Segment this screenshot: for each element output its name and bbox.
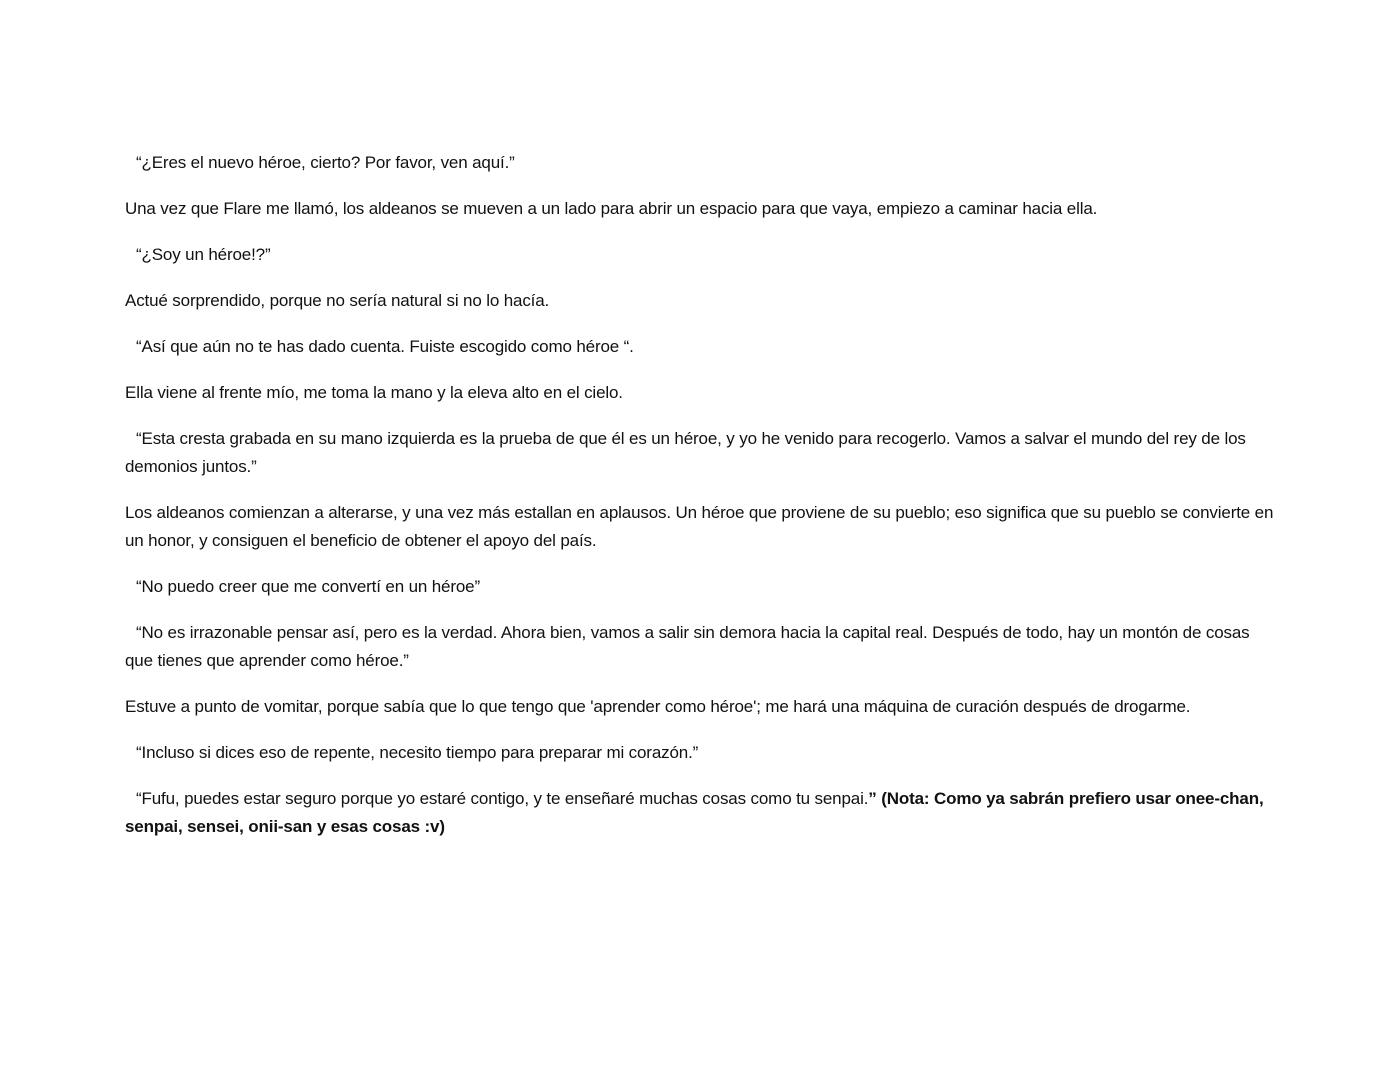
translator-note: ” (Nota: Como ya sabrán prefiero usar onee-chan, senpai, sensei, onii-san y esas cosas :v)	[125, 789, 1264, 836]
paragraph-dialogue: “Así que aún no te has dado cuenta. Fuiste escogido como héroe “.	[136, 337, 634, 356]
paragraph-narration: Una vez que Flare me llamó, los aldeanos se mueven a un lado para abrir un espacio para que vaya, empiezo a caminar hacia ella.	[125, 199, 1098, 218]
paragraph-dialogue: “¿Soy un héroe!?”	[136, 245, 271, 264]
paragraph-dialogue: “No puedo creer que me convertí en un héroe”	[136, 577, 480, 596]
paragraph-last	[125, 785, 1275, 841]
paragraph-dialogue: “Incluso si dices eso de repente, necesito tiempo para preparar mi corazón.”	[136, 743, 699, 762]
paragraph-dialogue: “No es irrazonable pensar así, pero es la verdad. Ahora bien, vamos a salir sin demora hacia la capital real. Después de todo, hay un montón de cosas que tienes que aprender como héroe.”	[125, 623, 1250, 670]
paragraph-dialogue: “Esta cresta grabada en su mano izquierda es la prueba de que él es un héroe, y yo he venido para recogerlo. Vamos a salvar el mundo del rey de los demonios juntos.”	[125, 429, 1246, 476]
paragraph-narration: Actué sorprendido, porque no sería natural si no lo hacía.	[125, 291, 550, 310]
paragraph-narration: Estuve a punto de vomitar, porque sabía que lo que tengo que 'aprender como héroe'; me hará una máquina de curación después de drogarme.	[125, 697, 1191, 716]
paragraph-narration: Ella viene al frente mío, me toma la mano y la eleva alto en el cielo.	[125, 383, 623, 402]
paragraph-narration: Los aldeanos comienzan a alterarse, y una vez más estallan en aplausos. Un héroe que proviene de su pueblo; eso significa que su pueblo se convierte en un honor, y consiguen el beneficio de obtener el apoyo del país.	[125, 503, 1274, 550]
document-page	[125, 149, 1275, 859]
paragraph-last-text: “Fufu, puedes estar seguro porque yo estaré contigo, y te enseñaré muchas cosas como tu senpai.	[136, 789, 869, 808]
paragraph-dialogue: “¿Eres el nuevo héroe, cierto? Por favor, ven aquí.”	[136, 153, 515, 172]
